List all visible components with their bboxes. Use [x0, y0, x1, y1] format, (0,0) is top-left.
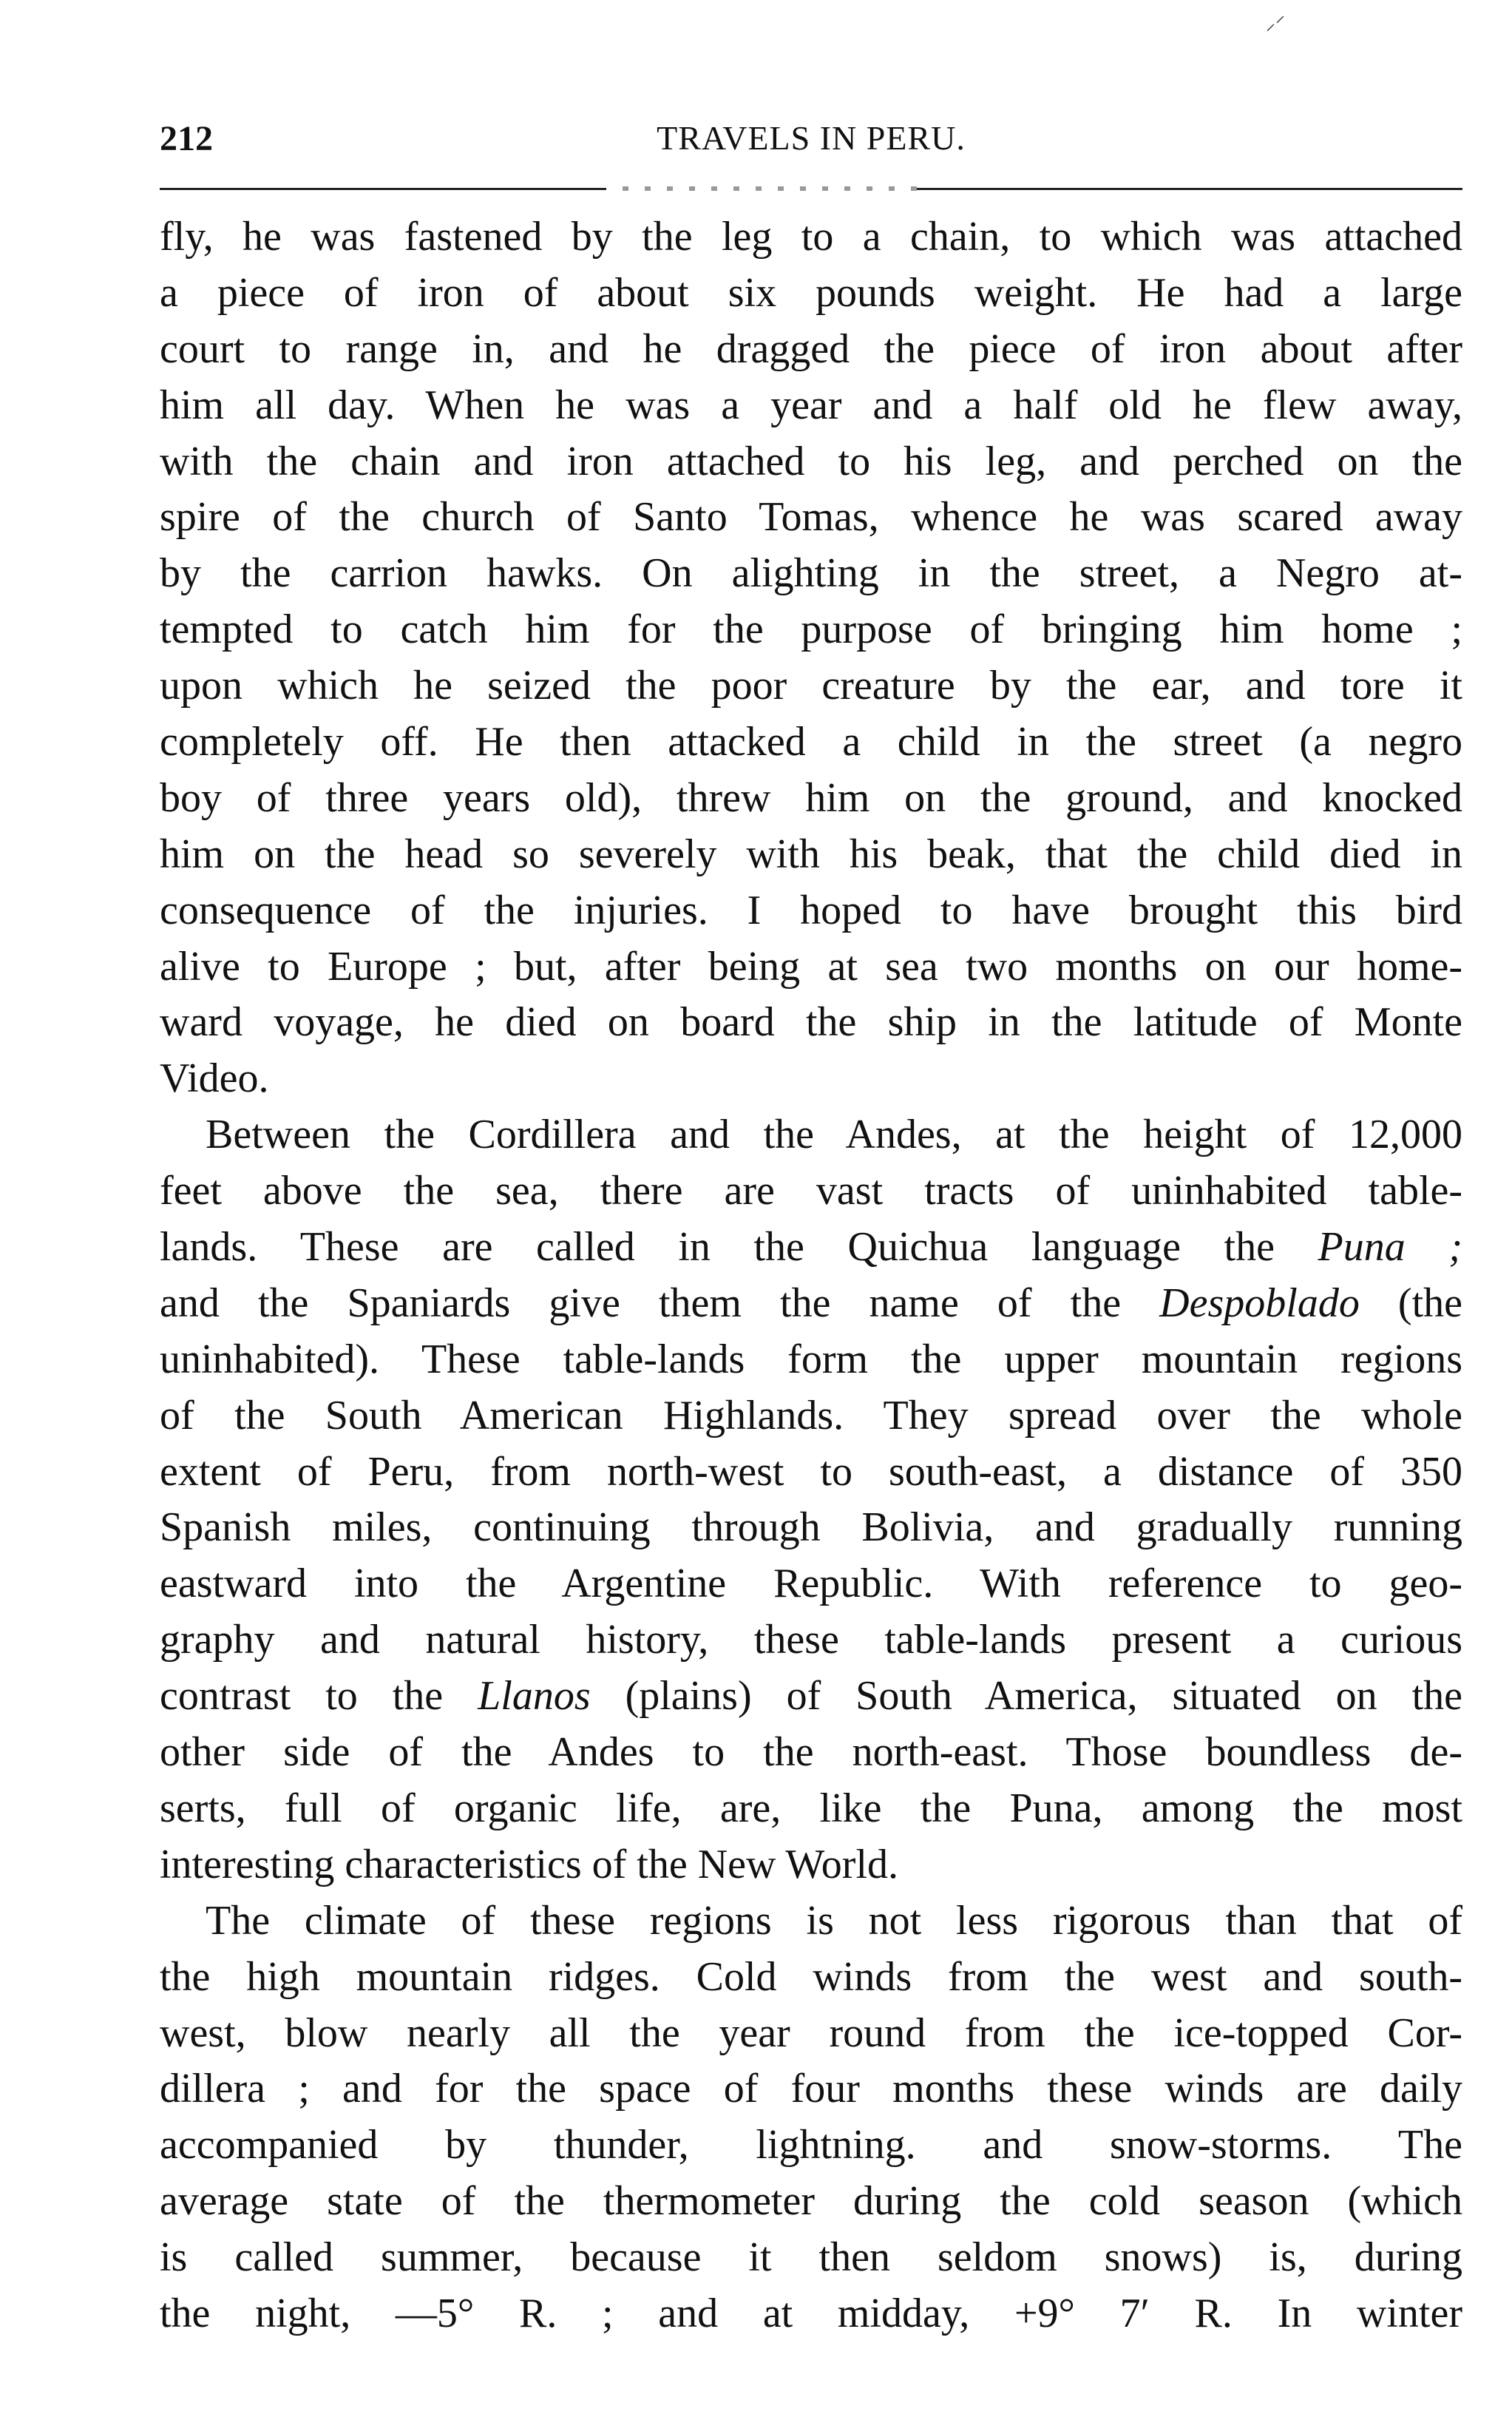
text-line [160, 1276, 1462, 1332]
running-title: TRAVELS IN PERU. [657, 119, 966, 157]
text-segment: him all day. When he was a year and a half old he flew away, [160, 382, 1462, 428]
text-segment: west, blow nearly all the year round from the ice-topped Cor- [160, 2009, 1462, 2056]
text-segment: the high mountain ridges. Cold winds from the west and south- [160, 1953, 1462, 2000]
text-segment: (plains) of South America, situated on the [590, 1673, 1462, 1720]
text-segment: other side of the Andes to the north-east. Those boundless de- [160, 1729, 1462, 1776]
text-line [160, 2061, 1462, 2117]
text-line [160, 658, 1462, 714]
text-line [160, 2174, 1462, 2230]
text-segment: uninhabited). These table-lands form the upper mountain regions [160, 1336, 1462, 1382]
text-line [160, 939, 1462, 995]
text-segment: spire of the church of Santo Tomas, whence he was scared away [160, 494, 1462, 541]
text-line [160, 434, 1462, 490]
paragraph [160, 1893, 1462, 2342]
text-segment: him on the head so severely with his beak, that the child died in [160, 831, 1462, 877]
text-line [160, 2117, 1462, 2174]
text-segment: eastward into the Argentine Republic. With reference to geo- [160, 1561, 1462, 1607]
page-number: 212 [160, 119, 213, 158]
text-line [160, 1781, 1462, 1837]
text-segment: ward voyage, he died on board the ship in the latitude of Monte [160, 999, 1462, 1046]
text-segment: lands. These are called in the Quichua language the [160, 1224, 1318, 1271]
text-line [160, 322, 1462, 378]
text-segment: by the carrion hawks. On alighting in the street, a Negro at- [160, 550, 1462, 597]
text-line [160, 1051, 1462, 1107]
text-segment: with the chain and iron attached to his leg, and perched on the [160, 438, 1462, 484]
text-line [160, 1388, 1462, 1444]
body-text [160, 209, 1462, 2342]
text-segment: graphy and natural history, these table-lands present a curious [160, 1617, 1462, 1663]
text-line [160, 2006, 1462, 2062]
text-line [160, 1107, 1462, 1163]
text-line [160, 771, 1462, 827]
text-line [160, 1612, 1462, 1669]
text-line [160, 266, 1462, 322]
text-line [160, 883, 1462, 939]
italic-term: Despoblado [1159, 1279, 1360, 1326]
italic-term: Llanos [478, 1673, 591, 1720]
text-segment: Spanish miles, continuing through Bolivia, and gradually running [160, 1504, 1462, 1551]
text-line [160, 1556, 1462, 1612]
text-segment: accompanied by thunder, lightning. and snow-storms. The [160, 2122, 1462, 2168]
text-segment: alive to Europe ; but, after being at sea two months on our home- [160, 943, 1462, 990]
running-header [160, 118, 1462, 167]
text-segment: contrast to the [160, 1673, 478, 1720]
text-line [160, 1500, 1462, 1556]
text-line [160, 602, 1462, 658]
text-line [160, 1220, 1462, 1276]
text-line [160, 546, 1462, 602]
text-line [160, 209, 1462, 266]
text-line [160, 714, 1462, 771]
text-segment: (the [1359, 1279, 1462, 1326]
text-segment: feet above the sea, there are vast tracts of uninhabited table- [160, 1168, 1462, 1214]
text-segment: extent of Peru, from north-west to south-east, a distance of 350 [160, 1448, 1462, 1495]
text-line [160, 490, 1462, 546]
text-line [160, 1444, 1462, 1501]
text-line [160, 1163, 1462, 1220]
text-line [160, 2230, 1462, 2286]
paragraph [160, 1107, 1462, 1893]
text-segment: is called summer, because it then seldom snows) is, during [160, 2234, 1462, 2281]
text-line [160, 1332, 1462, 1388]
text-segment: tempted to catch him for the purpose of bringing him home ; [160, 606, 1462, 653]
text-segment: court to range in, and he dragged the piece of iron about after [160, 325, 1462, 372]
italic-term: Puna ; [1318, 1224, 1462, 1271]
text-segment: upon which he seized the poor creature by the ear, and tore it [160, 663, 1462, 709]
stray-pencil-mark: ⸝⸍ [1266, 13, 1286, 34]
text-segment: fly, he was fastened by the leg to a chain, to which was attached [160, 214, 1462, 260]
text-segment: average state of the thermometer during the cold season (which [160, 2178, 1462, 2225]
text-line [160, 1837, 1462, 1893]
text-segment: The climate of these regions is not less rigorous than that of [206, 1897, 1462, 1944]
text-segment: a piece of iron of about six pounds weight. He had a large [160, 269, 1462, 316]
header-rule-faded-section [606, 186, 917, 191]
text-segment: completely off. He then attacked a child in the street (a negro [160, 719, 1462, 765]
text-segment: dillera ; and for the space of four months these winds are daily [160, 2066, 1462, 2112]
paragraph [160, 209, 1462, 1107]
text-line [160, 995, 1462, 1051]
text-segment: boy of three years old), threw him on the ground, and knocked [160, 774, 1462, 821]
text-line [160, 1725, 1462, 1781]
text-line [160, 2286, 1462, 2342]
text-line [160, 827, 1462, 883]
text-segment: of the South American Highlands. They spread over the whole [160, 1392, 1462, 1439]
text-segment: interesting characteristics of the New World. [160, 1841, 899, 1887]
text-line [160, 378, 1462, 434]
text-segment: Between the Cordillera and the Andes, at the height of 12,000 [206, 1112, 1462, 1158]
text-segment: the night, —5° R. ; and at midday, +9° 7′ R. In winter [160, 2290, 1462, 2336]
text-segment: Video. [160, 1055, 269, 1102]
text-segment: consequence of the injuries. I hoped to have brought this bird [160, 887, 1462, 933]
text-line [160, 1669, 1462, 1725]
text-line [160, 1893, 1462, 1950]
text-line [160, 1950, 1462, 2006]
text-segment: serts, full of organic life, are, like the Puna, among the most [160, 1785, 1462, 1831]
text-segment: and the Spaniards give them the name of the [160, 1279, 1160, 1326]
